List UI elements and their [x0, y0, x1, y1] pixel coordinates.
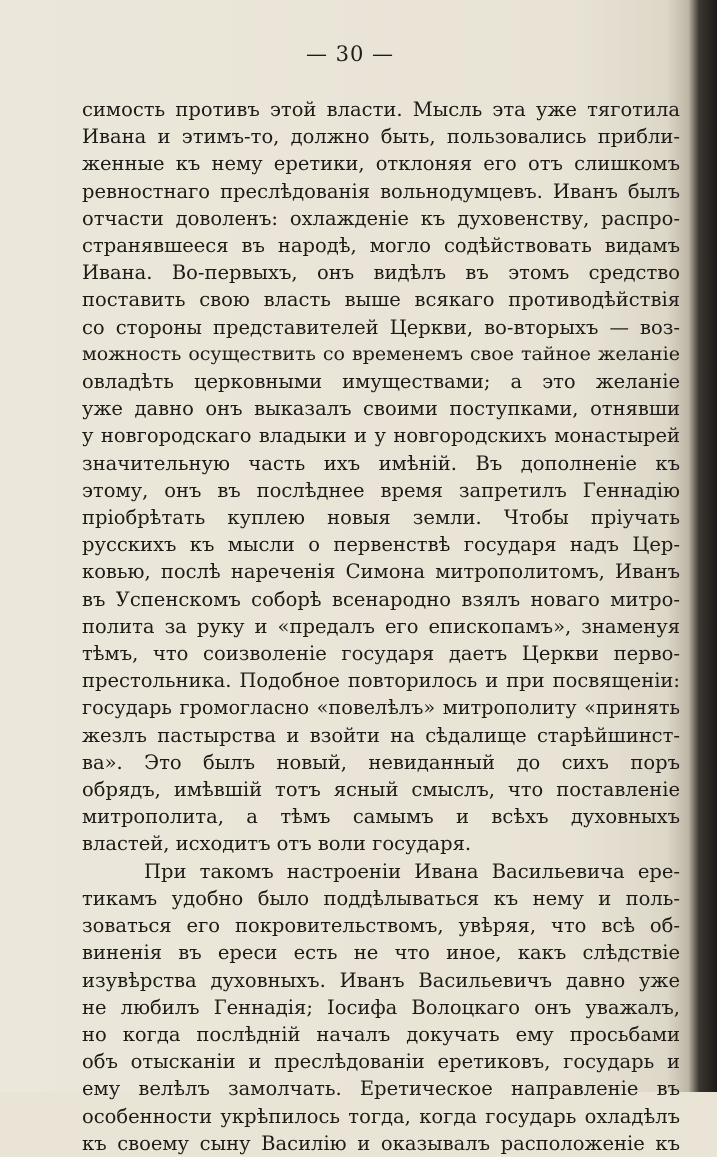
text-line: этому, онъ въ послѣднее время запретилъ Геннадію: [82, 478, 680, 502]
text-line: но когда послѣдній началъ докучать ему просьбами: [82, 1022, 680, 1046]
text-line: ковью, послѣ нареченія Симона митрополитомъ, Иванъ: [82, 560, 680, 584]
text-line: зоваться его покровительствомъ, увѣряя, что всѣ об-: [82, 914, 680, 938]
text-line: русскихъ къ мысли о первенствѣ государя надъ Цер-: [82, 533, 680, 557]
text-line: престольника. Подобное повторилось и при посвященіи:: [82, 669, 680, 693]
text-line: виненія въ ереси есть не что иное, какъ слѣдствіе: [82, 941, 680, 965]
text-line: государь громогласно «повелѣлъ» митрополиту «принять: [82, 696, 680, 720]
text-line: женные къ нему еретики, отклоняя его отъ слишкомъ: [82, 152, 680, 176]
text-line: поставить свою власть выше всякаго противодѣйствія: [82, 288, 680, 312]
text-line: митрополита, а тѣмъ самымъ и всѣхъ духовныхъ: [82, 805, 680, 829]
text-line: можность осуществить со временемъ свое тайное желаніе: [82, 342, 680, 365]
page-number: — 30 —: [305, 42, 395, 66]
text-line: не любилъ Геннадія; Іосифа Волоцкаго онъ уважалъ,: [82, 995, 680, 1019]
text-line: жезлъ пастырства и взойти на сѣдалище старѣйшинст-: [82, 723, 680, 747]
text-line: въ Успенскомъ соборѣ всенародно взялъ новаго митро-: [82, 587, 680, 611]
text-line: При такомъ настроеніи Ивана Васильевича ере-: [144, 859, 680, 883]
text-line: симость противъ этой власти. Мысль эта уже тяготила: [82, 98, 680, 121]
text-line: овладѣть церковными имуществами; а это желаніе: [82, 370, 680, 394]
text-line: значительную часть ихъ имѣній. Въ дополненіе къ: [82, 451, 680, 475]
text-line: ему велѣлъ замолчать. Еретическое направленіе въ: [82, 1077, 680, 1101]
text-line: обрядъ, имѣвшій тотъ ясный смыслъ, что поставленіе: [82, 778, 680, 802]
text-line: тикамъ удобно было поддѣлываться къ нему и поль-: [82, 886, 680, 910]
text-line: со стороны представителей Церкви, во-вторыхъ — воз-: [82, 315, 680, 339]
text-line: полита за руку и «предалъ его епископамъ», знаменуя: [82, 614, 680, 638]
text-line: особенности укрѣпилось тогда, когда государь охладѣлъ: [82, 1104, 680, 1128]
text-line: объ отысканіи и преслѣдованіи еретиковъ, государь и: [82, 1050, 680, 1074]
text-line: изувѣрства духовныхъ. Иванъ Васильевичъ давно уже: [82, 968, 680, 992]
text-line: отчасти доволенъ: охлажденіе къ духовенству, распро-: [82, 206, 680, 230]
text-line: властей, исходитъ отъ воли государя.: [82, 832, 472, 856]
text-line: тѣмъ, что соизволеніе государя даетъ Церкви перво-: [82, 642, 680, 666]
text-line: ревностнаго преслѣдованія вольнодумцевъ. Иванъ былъ: [82, 179, 680, 203]
body-text: [82, 96, 682, 1157]
text-line: странявшееся въ народѣ, могло содѣйствовать видамъ: [82, 234, 680, 258]
text-line: у новгородскаго владыки и у новгородскихъ монастырей: [82, 424, 680, 448]
text-line: къ своему сыну Василію и оказывалъ расположеніе къ: [82, 1131, 680, 1155]
text-line: Ивана и этимъ-то, должно быть, пользовались прибли-: [82, 125, 680, 149]
text-line: уже давно онъ выказалъ своими поступками, отнявши: [82, 397, 680, 421]
text-line: ва». Это былъ новый, невиданный до сихъ поръ: [82, 750, 680, 774]
text-line: пріобрѣтать куплею новыя земли. Чтобы пріучать: [82, 506, 680, 530]
text-line: Ивана. Во-первыхъ, онъ видѣлъ въ этомъ средство: [82, 261, 680, 285]
